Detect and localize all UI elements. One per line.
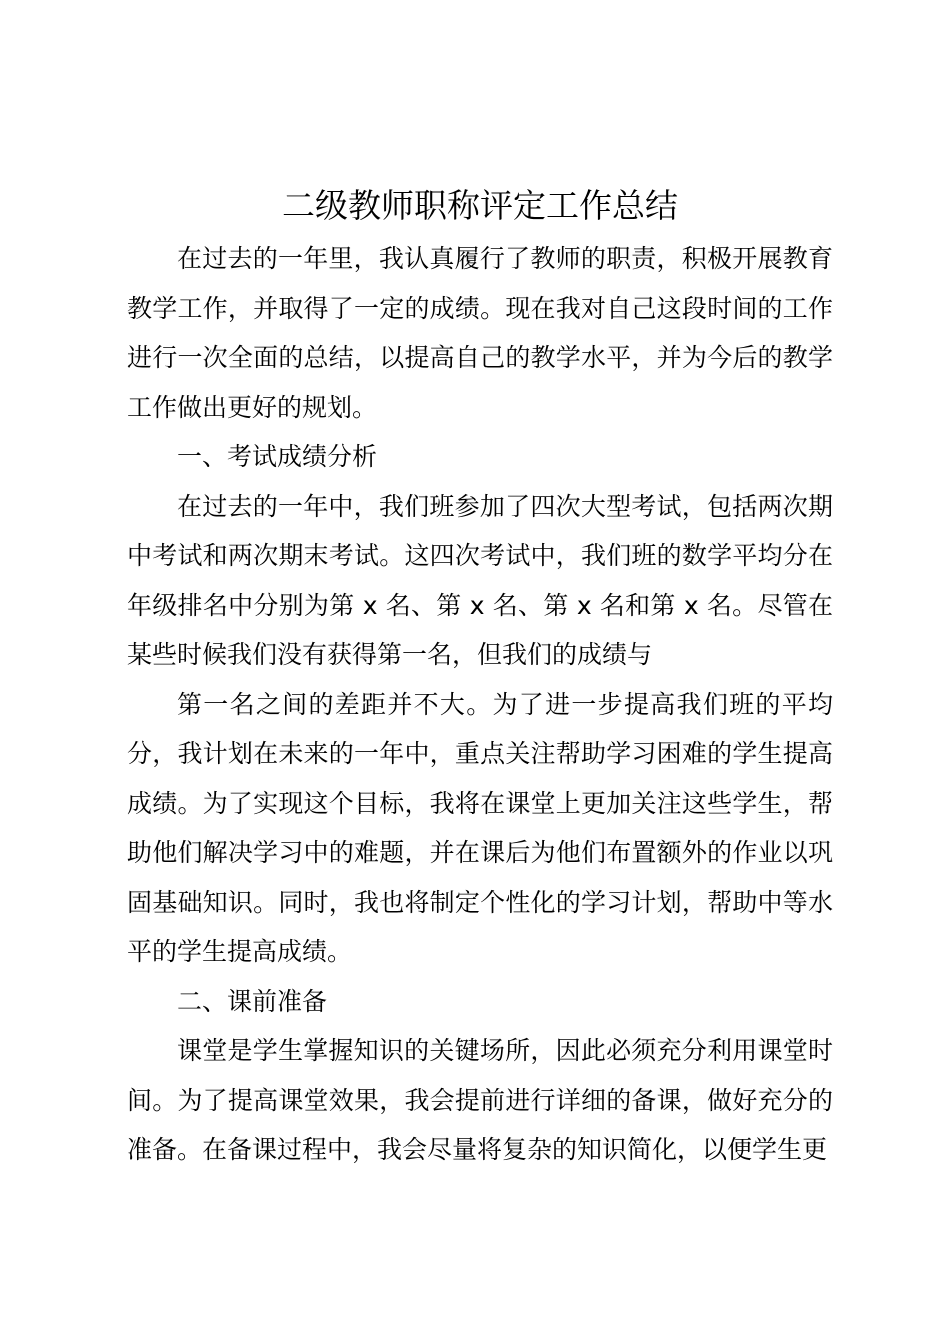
document-title: 二级教师职称评定工作总结 bbox=[282, 186, 678, 225]
document-body bbox=[127, 178, 833, 1175]
lesson-prep-paragraph: 课堂是学生掌握知识的关键场所，因此必须充分利用课堂时间。为了提高课堂效果，我会提前进行详细的备课，做好充分的准备。在备课过程中，我会尽量将复杂的知识简化，以便学生更 bbox=[127, 1036, 833, 1164]
intro-paragraph: 在过去的一年里，我认真履行了教师的职责，积极开展教育教学工作，并取得了一定的成绩。现在我对自己这段时间的工作进行一次全面的总结，以提高自己的教学水平，并为今后的教学工作做出更好的规划。 bbox=[127, 244, 833, 422]
section-heading-exam-analysis: 一、考试成绩分析 bbox=[177, 442, 378, 471]
exam-analysis-paragraph-2: 第一名之间的差距并不大。为了进一步提高我们班的平均分，我计划在未来的一年中，重点关注帮助学习困难的学生提高成绩。为了实现这个目标，我将在课堂上更加关注这些学生，帮助他们解决学习中的难题，并在课后为他们布置额外的作业以巩固基础知识。同时，我也将制定个性化的学习计划，帮助中等水平的学生提高成绩。 bbox=[127, 689, 833, 966]
exam-analysis-paragraph-1: 在过去的一年中，我们班参加了四次大型考试，包括两次期中考试和两次期末考试。这四次考试中，我们班的数学平均分在年级排名中分别为第 x 名、第 x 名、第 x 名和第 x 名。尽管在某些时候我们没有获得第一名，但我们的成绩与 bbox=[127, 491, 833, 669]
section-heading-lesson-prep: 二、课前准备 bbox=[177, 986, 328, 1016]
